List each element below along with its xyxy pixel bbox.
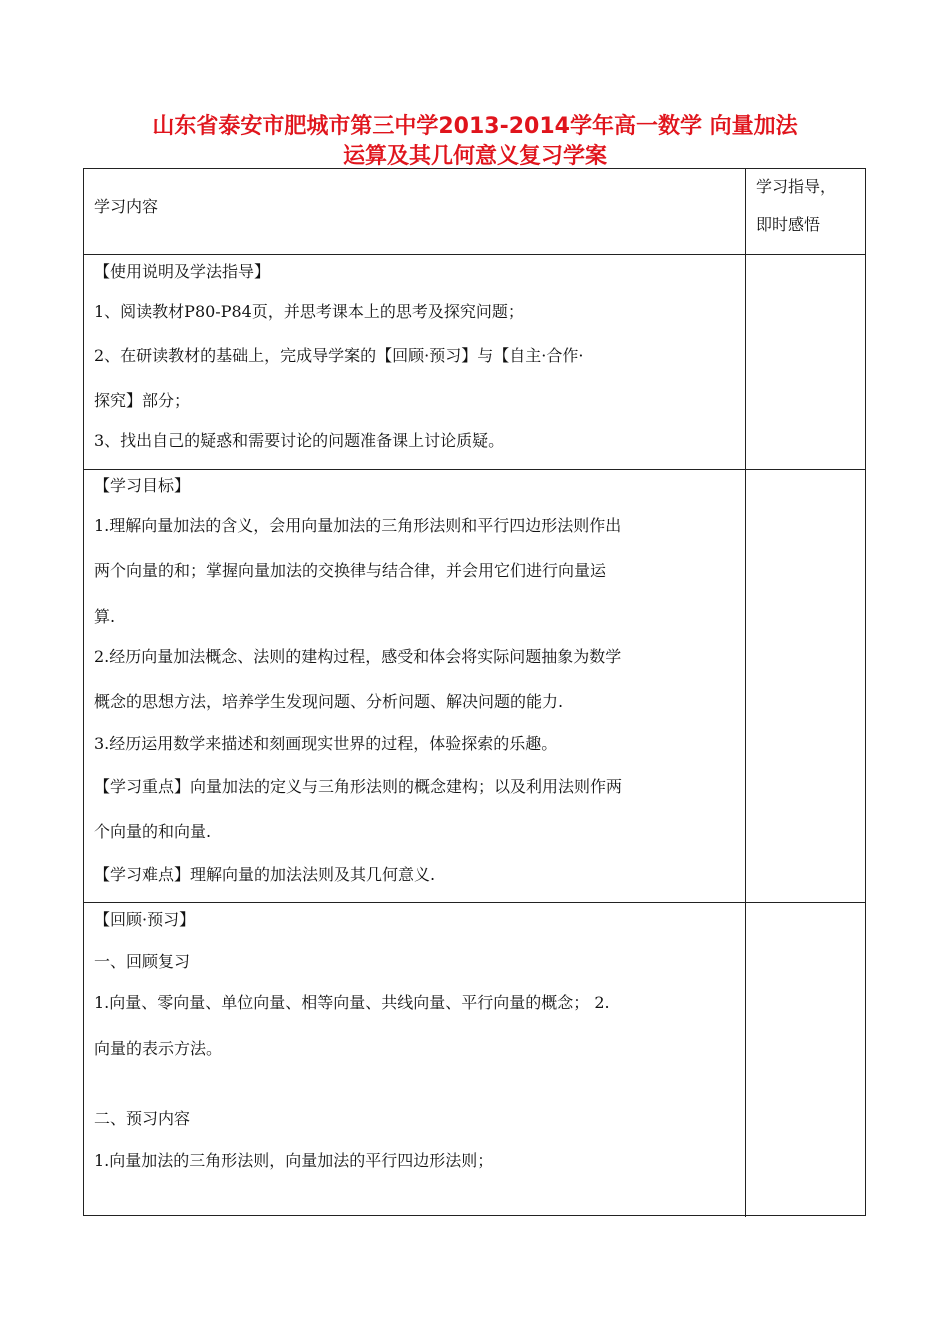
document-title — [84, 112, 866, 172]
content-column-label: 学习内容 — [94, 197, 159, 216]
preview-line: 1.向量加法的三角形法则，向量加法的平行四边形法则； — [94, 1151, 494, 1170]
objective-line: 两个向量的和；掌握向量加法的交换律与结合律，并会用它们进行向量运 — [94, 561, 607, 580]
guidance-label-line-2: 即时感悟 — [756, 215, 821, 234]
review-subheading: 一、回顾复习 — [94, 952, 191, 971]
objective-line: 2.经历向量加法概念、法则的建构过程，感受和体会将实际问题抽象为数学 — [94, 647, 622, 666]
column-divider — [745, 470, 746, 902]
objective-line: 1.理解向量加法的含义，会用向量加法的三角形法则和平行四边形法则作出 — [94, 516, 622, 535]
study-plan-table — [83, 168, 866, 1216]
review-line: 1.向量、零向量、单位向量、相等向量、共线向量、平行向量的概念； 2. — [94, 993, 610, 1012]
column-divider — [745, 903, 746, 1217]
objective-line: 3.经历运用数学来描述和刻画现实世界的过程，体验探索的乐趣。 — [94, 734, 558, 753]
difficulty-line: 【学习难点】理解向量的加法法则及其几何意义. — [94, 865, 436, 884]
guidance-label-line-1: 学习指导， — [756, 177, 837, 196]
title-line-1: 山东省泰安市肥城市第三中学2013-2014学年高一数学 向量加法 — [152, 114, 798, 139]
review-line: 向量的表示方法。 — [94, 1039, 223, 1058]
instruction-line: 3、找出自己的疑惑和需要讨论的问题准备课上讨论质疑。 — [94, 431, 505, 450]
review-row — [84, 903, 865, 1217]
objective-line: 算. — [94, 607, 116, 626]
instruction-line: 1、阅读教材P80-P84页，并思考课本上的思考及探究问题； — [94, 302, 524, 321]
key-point-line: 【学习重点】向量加法的定义与三角形法则的概念建构；以及利用法则作两 — [94, 777, 623, 796]
header-row — [84, 169, 865, 255]
key-point-line: 个向量的和向量. — [94, 822, 212, 841]
objectives-row — [84, 470, 865, 903]
column-divider — [745, 255, 746, 469]
instructions-heading: 【使用说明及学法指导】 — [94, 262, 271, 281]
column-divider — [745, 169, 746, 254]
title-line-2: 运算及其几何意义复习学案 — [342, 144, 607, 169]
preview-subheading: 二、预习内容 — [94, 1109, 191, 1128]
instruction-line: 2、在研读教材的基础上，完成导学案的【回顾·预习】与【自主·合作· — [94, 346, 584, 365]
objectives-heading: 【学习目标】 — [94, 476, 191, 495]
objective-line: 概念的思想方法，培养学生发现问题、分析问题、解决问题的能力. — [94, 692, 564, 711]
review-heading: 【回顾·预习】 — [94, 910, 196, 929]
instructions-row — [84, 255, 865, 470]
instruction-line: 探究】部分； — [94, 391, 191, 410]
